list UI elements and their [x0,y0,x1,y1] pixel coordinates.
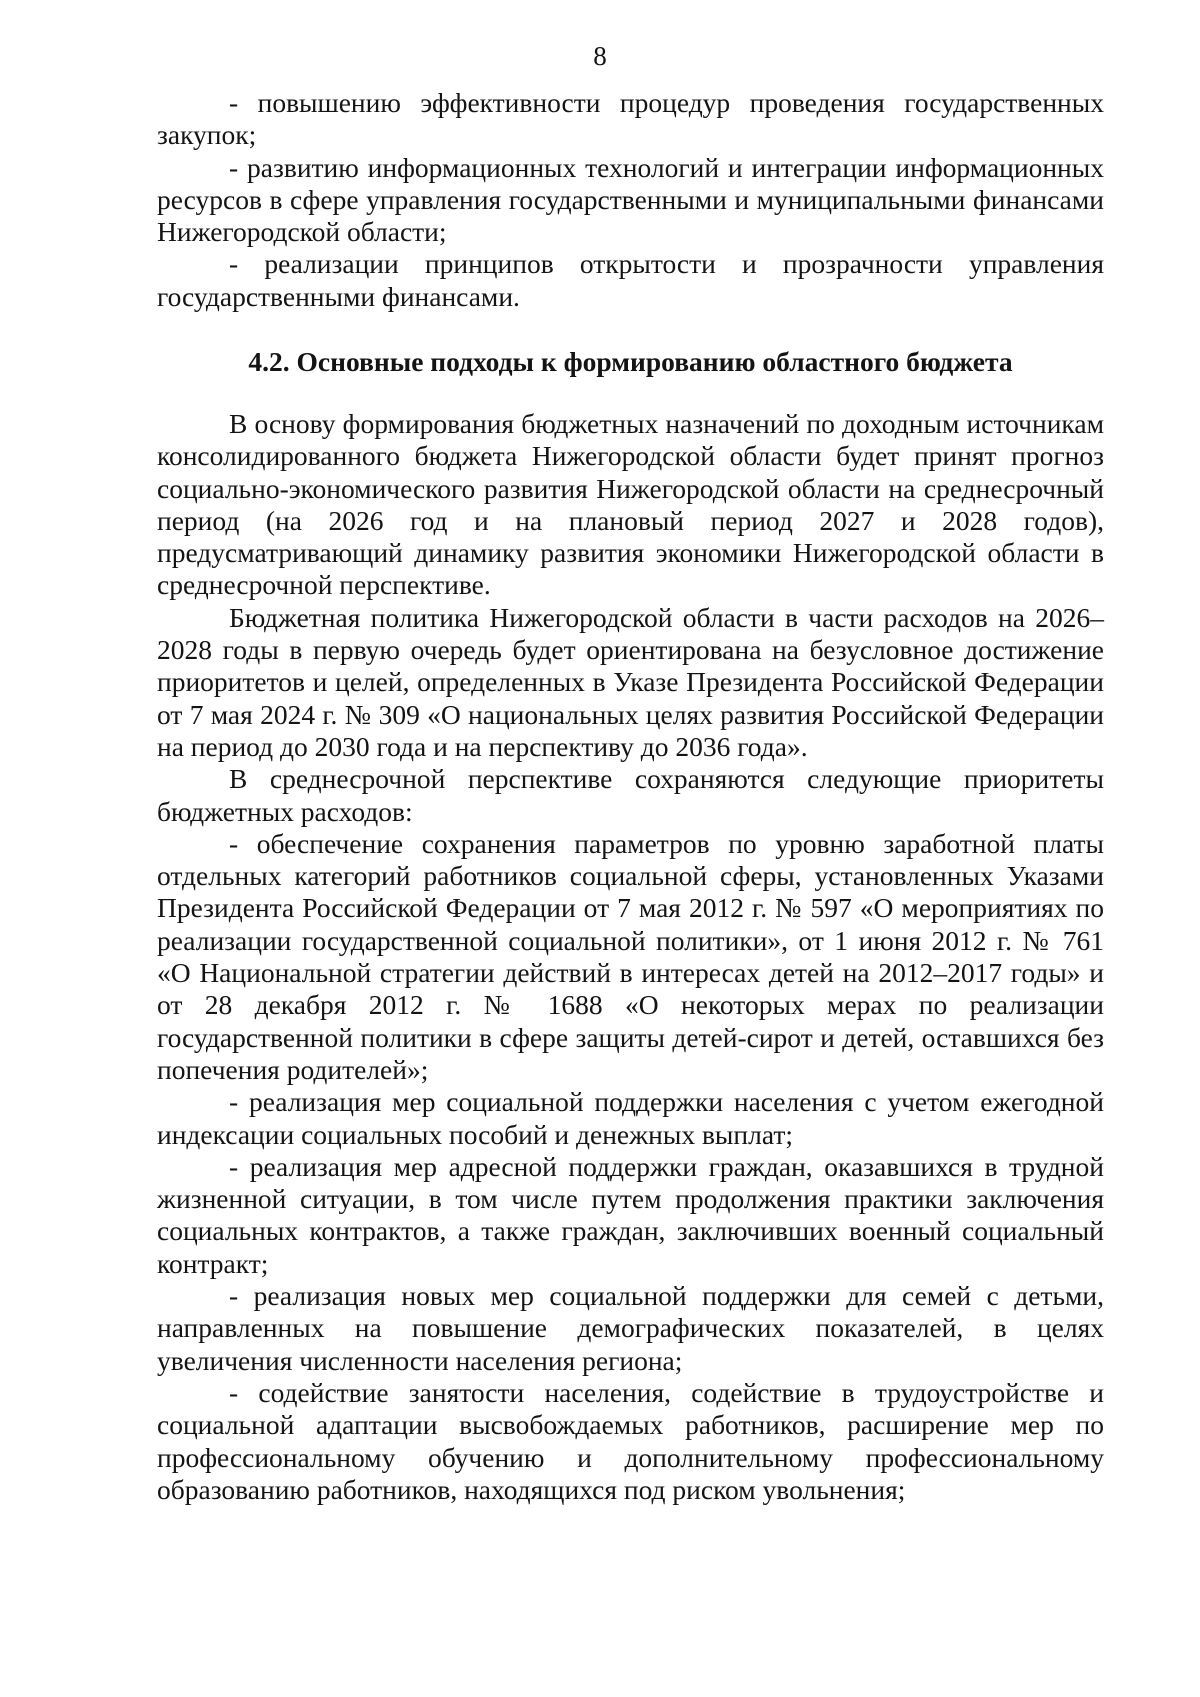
list-item: - повышению эффективности процедур проведения государственных закупок; [157,87,1104,151]
paragraph: В основу формирования бюджетных назначений по доходным источникам консолидированного бюджета Нижегородской области будет принят прогноз социально-экономического развития Нижегородской области на среднесрочный период (на 2026 год и на плановый период 2027 и 2028 годов), предусматривающий динамику развития экономики Нижегородской области в среднесрочной перспективе. [157,408,1104,601]
list-item: - развитию информационных технологий и интеграции информационных ресурсов в сфере управления государственными и муниципальными финансами Нижегородской области; [157,151,1104,248]
section-heading: 4.2. Основные подходы к формированию областного бюджета [248,346,1013,377]
list-item: - реализации принципов открытости и прозрачности управления государственными финансами. [157,248,1104,312]
section-body [157,408,1104,1506]
list-item: - реализация мер адресной поддержки граждан, оказавшихся в трудной жизненной ситуации, в том числе путем продолжения практики заключения социальных контрактов, а также граждан, заключивших военный социальный контракт; [157,1150,1104,1279]
list-item: - содействие занятости населения, содействие в трудоустройстве и социальной адаптации высвобождаемых работников, расширение мер по профессиональному обучению и дополнительному профессиональному образованию работников, находящихся под риском увольнения; [157,1376,1104,1505]
page-number: 8 [593,41,607,71]
list-item: - реализация новых мер социальной поддержки для семей с детьми, направленных на повышение демографических показателей, в целях увеличения численности населения региона; [157,1280,1104,1376]
intro-list [157,87,1104,313]
list-item: - обеспечение сохранения параметров по уровню заработной платы отдельных категорий работников социальной сферы, установленных Указами Президента Российской Федерации от 7 мая 2012 г. № 597 «О мероприятиях по реализации государственной социальной политики», от 1 июня 2012 г. № 761 «О Национальной стратегии действий в интересах детей на 2012–2017 годы» и от 28 декабря 2012 г. № 1688 «О некоторых мерах по реализации государственной политики в сфере защиты детей-сирот и детей, оставшихся без попечения родителей»; [157,827,1104,1085]
paragraph: В среднесрочной перспективе сохраняются следующие приоритеты бюджетных расходов: [157,763,1104,827]
list-item: - реализация мер социальной поддержки населения с учетом ежегодной индексации социальных пособий и денежных выплат; [157,1086,1104,1150]
paragraph: Бюджетная политика Нижегородской области в части расходов на 2026–2028 годы в первую очередь будет ориентирована на безусловное достижение приоритетов и целей, определенных в Указе Президента Российской Федерации от 7 мая 2024 г. № 309 «О национальных целях развития Российской Федерации на период до 2030 года и на перспективу до 2036 года». [157,601,1104,762]
